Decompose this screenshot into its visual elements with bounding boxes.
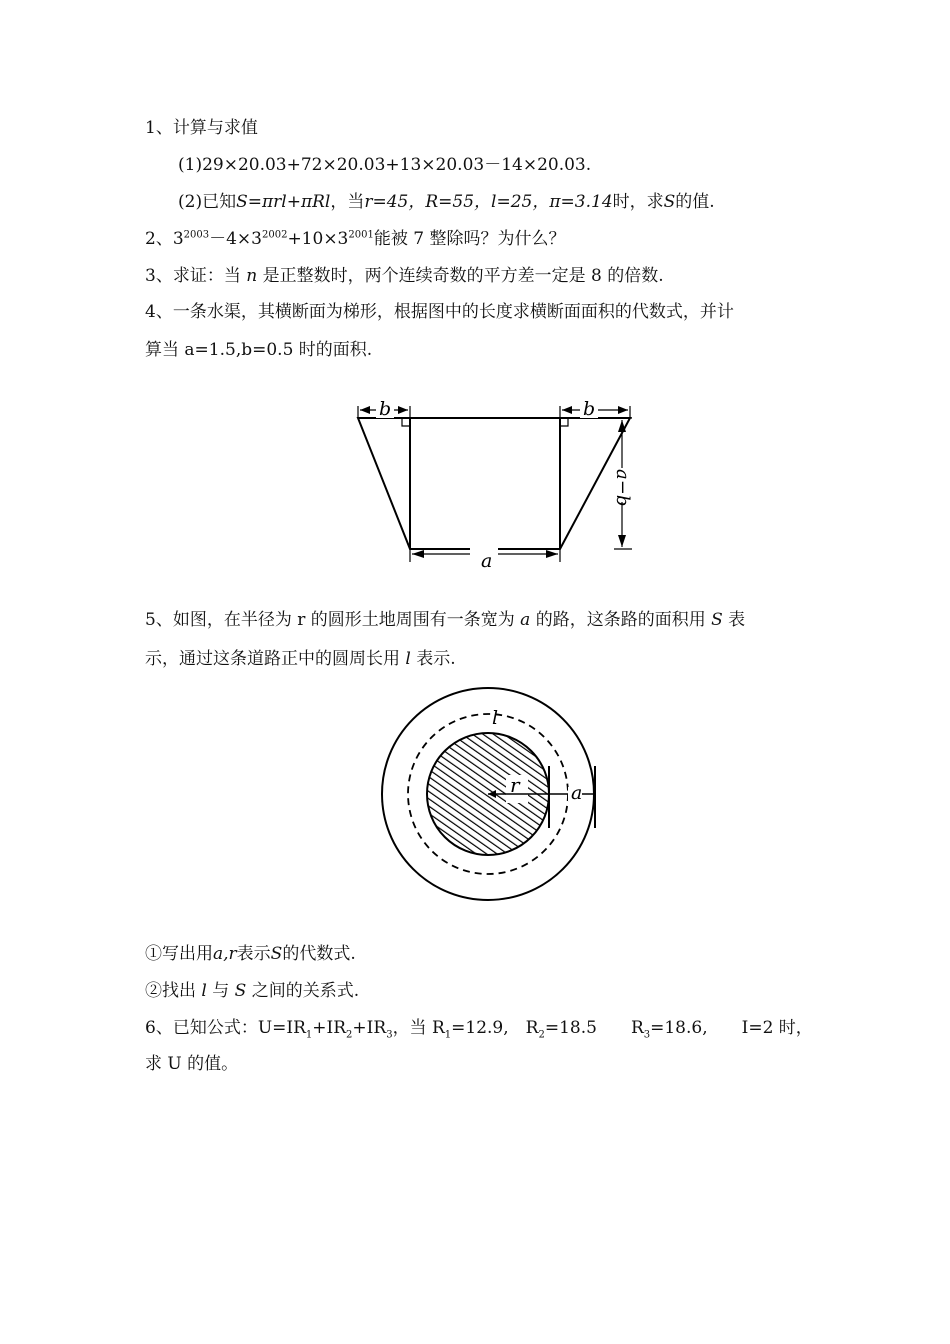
label-r: r [510,773,520,797]
circle-road-figure [376,682,608,906]
q1-part2: (2)已知S=πrl+πRl，当r=45，R=55，l=25，π=3.14时，求S的值. [178,192,715,212]
q1-title: 1、计算与求值 [145,118,258,138]
trapezoid-figure [340,392,640,577]
q5-sub2: ②找出 l 与 S 之间的关系式. [145,981,360,1001]
right-angle-right [560,418,568,426]
right-angle-left [402,418,410,426]
q5-line2: 示，通过这条道路正中的圆周长用 l 表示. [145,649,456,669]
q5-sub1: ①写出用a,r表示S的代数式. [145,944,356,964]
q1-part1: (1)29×20.03+72×20.03+13×20.03－14×20.03. [178,155,592,175]
q6-line1: 6、已知公式：$U=IR_1+IR_2+IR_3$，当 $R_1=12.9$, $R_2=18.5$ $R_3=18.6$, I=2 时， [145,1018,813,1041]
q2-text: 2、$3^{2003}-4\times 3^{2002}+10\times 3^{2001}$能被 7 整除吗？为什么？ [145,229,566,249]
label-a: a [571,782,583,804]
q4-line1: 4、一条水渠，其横断面为梯形，根据图中的长度求横断面面积的代数式，并计 [145,302,734,322]
q5-line1: 5、如图，在半径为 r 的圆形土地周围有一条宽为 a 的路，这条路的面积用 S 表 [145,610,746,630]
label-a: a [481,550,493,572]
label-a-minus-b: a−b [612,469,633,507]
q4-line2: 算当 a=1.5,b=0.5 时的面积. [145,340,373,360]
q3-text: 3、求证：当 n 是正整数时，两个连续奇数的平方差一定是 8 的倍数. [145,266,664,286]
label-l: l [492,707,499,729]
q6-line2: 求 U 的值。 [145,1054,239,1074]
trapezoid-outline [358,418,630,549]
label-b-left: b [379,398,392,420]
label-b-right: b [583,398,596,420]
